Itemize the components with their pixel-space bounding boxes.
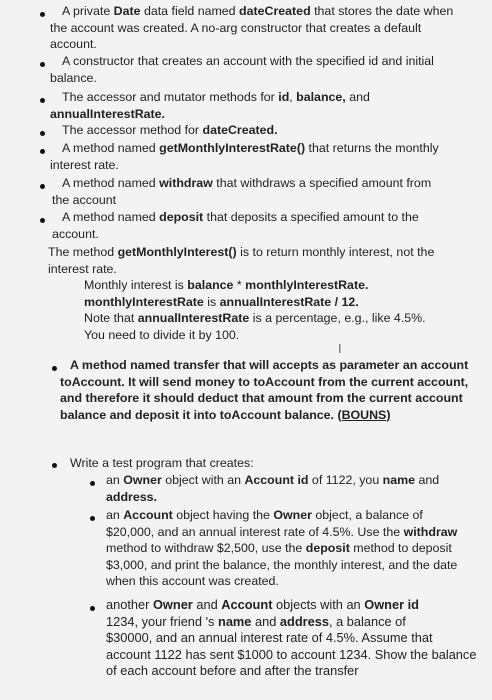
text-line: of each account before and after the transfer: [106, 663, 359, 678]
text-line: the account was created. A no-arg constructor that creates a default: [50, 20, 422, 35]
text-line: $20,000, and an annual interest rate of 4.5%. Use the withdraw: [106, 524, 458, 539]
test-item-account: [0, 507, 457, 590]
list-item: [0, 122, 278, 139]
text-line: address.: [106, 489, 157, 504]
text-line: $30000, and an annual interest rate of 4.5%. Assume that: [106, 630, 433, 645]
text-line: account.: [50, 37, 97, 51]
text-line: A constructor that creates an account with the specified id and initial: [62, 54, 434, 68]
text-line: balance and deposit it into toAccount balance. (BOUNS): [60, 407, 391, 422]
text-line: account.: [52, 226, 99, 241]
transfer-method-item: [0, 357, 468, 423]
text-line: A method named transfer that will accepts as parameter an account: [70, 358, 469, 372]
text-line: The method getMonthlyInterest() is to return monthly interest, not the: [48, 245, 435, 259]
text-line: an Account object having the Owner object, a balance of: [106, 508, 423, 522]
test-item-owner: [0, 472, 439, 505]
text-line: A method named getMonthlyInterestRate() that returns the monthly: [62, 141, 439, 155]
text-line: A private Date data field named dateCreated that stores the date when: [62, 4, 454, 18]
text-line: A method named deposit that deposits a specified amount to the: [62, 210, 419, 224]
list-item: [0, 89, 370, 122]
method-note-paragraph: [0, 244, 434, 277]
requirements-list: [0, 0, 492, 342]
text-cursor-icon: I: [338, 341, 342, 356]
text-line: the account: [52, 192, 117, 207]
text-line: when this account was created.: [106, 574, 279, 588]
text-line: Note that annualInterestRate is a percentage, e.g., like 4.5%.: [84, 311, 426, 325]
test-item-transfer: [0, 597, 476, 680]
list-item: [0, 140, 439, 173]
text-line: The accessor method for dateCreated.: [62, 123, 278, 137]
list-item: [0, 53, 434, 86]
text-line: toAccount. It will send money to toAccount from the current account,: [60, 374, 469, 389]
text-line: interest rate.: [48, 261, 117, 276]
bullet-icon: [52, 463, 57, 468]
list-item: [0, 209, 419, 242]
text-line: A method named withdraw that withdraws a specified amount from: [62, 176, 432, 190]
text-line: annualInterestRate.: [50, 106, 165, 121]
text-line: and therefore it should deduct that amount from the current account: [60, 391, 463, 405]
text-line: $3,000, and print the balance, the monthly interest, and the date: [106, 557, 458, 572]
text-line: another Owner and Account objects with an Owner id: [106, 597, 419, 612]
text-line: Monthly interest is balance * monthlyInterestRate.: [84, 278, 369, 292]
test-program-intro: Write a test program that creates:: [70, 456, 254, 470]
text-line: interest rate.: [50, 157, 119, 172]
text-line: method to withdraw $2,500, use the deposit method to deposit: [106, 541, 452, 555]
list-item: [0, 3, 453, 53]
text-line: 1234, your friend 's name and address, a balance of: [106, 613, 406, 629]
text-line: an Owner object with an Account id of 1122, you name and: [106, 473, 440, 487]
list-item: [0, 175, 431, 208]
text-line: monthlyInterestRate is annualInterestRate / 12.: [84, 294, 359, 309]
text-line: You need to divide it by 100.: [84, 327, 240, 342]
formula-block: [0, 277, 426, 343]
text-line: The accessor and mutator methods for id, balance, and: [62, 90, 370, 104]
text-line: balance.: [50, 70, 97, 85]
text-line: account 1122 has sent $1000 to account 1234. Show the balance: [106, 646, 477, 662]
